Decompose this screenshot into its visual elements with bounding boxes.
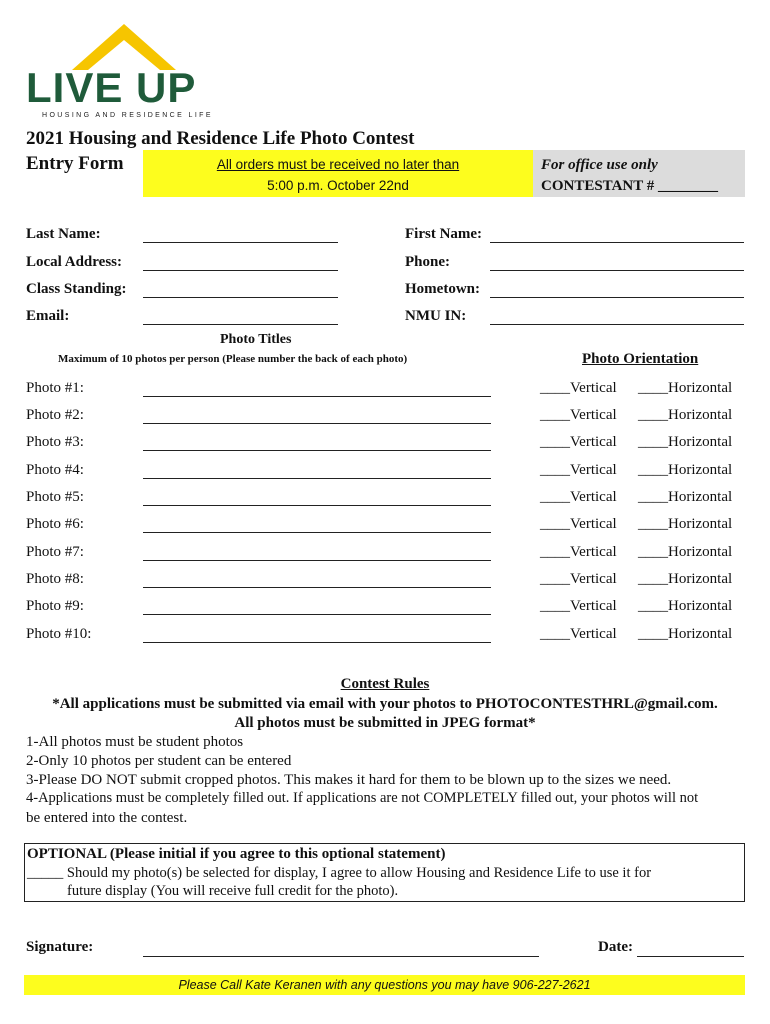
- optional-heading: OPTIONAL (Please initial if you agree to this optional statement): [27, 846, 446, 862]
- photo-6-title-field[interactable]: [143, 532, 491, 533]
- office-use-box: [533, 150, 745, 197]
- nmu-in-label: NMU IN:: [405, 308, 467, 324]
- photo-titles-heading: Photo Titles: [220, 332, 292, 347]
- photo-8-vertical[interactable]: ____Vertical: [540, 571, 617, 587]
- photo-3-title-field[interactable]: [143, 450, 491, 451]
- photo-8-title-field[interactable]: [143, 587, 491, 588]
- photo-1-label: Photo #1:: [26, 380, 84, 396]
- page-title: 2021 Housing and Residence Life Photo Contest: [26, 128, 415, 149]
- rules-format-instruction: All photos must be submitted in JPEG format*: [234, 715, 536, 731]
- photo-6-label: Photo #6:: [26, 516, 84, 532]
- page-subtitle: Entry Form: [26, 153, 124, 174]
- photo-6-horizontal[interactable]: ____Horizontal: [638, 516, 733, 532]
- rule-4: 4-Applications must be completely filled out. If applications are not COMPLETELY filled out, your photos will not: [26, 790, 699, 806]
- photo-5-title-field[interactable]: [143, 505, 491, 506]
- email-label: Email:: [26, 308, 70, 324]
- photo-7-label: Photo #7:: [26, 544, 84, 560]
- rule-3: 3-Please DO NOT submit cropped photos. This makes it hard for them to be blown up to the sizes we need.: [26, 772, 672, 788]
- photo-9-title-field[interactable]: [143, 614, 491, 615]
- photo-1-horizontal[interactable]: ____Horizontal: [638, 380, 733, 396]
- phone-label: Phone:: [405, 254, 450, 270]
- photo-2-title-field[interactable]: [143, 423, 491, 424]
- signature-field[interactable]: [143, 956, 539, 957]
- rule-2: 2-Only 10 photos per student can be entered: [26, 753, 292, 769]
- first-name-label: First Name:: [405, 226, 483, 242]
- photo-9-horizontal[interactable]: ____Horizontal: [638, 598, 733, 614]
- rule-4-continued: be entered into the contest.: [26, 810, 188, 826]
- photo-4-label: Photo #4:: [26, 462, 84, 478]
- photo-10-vertical[interactable]: ____Vertical: [540, 626, 617, 642]
- signature-label: Signature:: [26, 939, 94, 955]
- photo-2-vertical[interactable]: ____Vertical: [540, 407, 617, 423]
- photo-2-label: Photo #2:: [26, 407, 84, 423]
- local-address-label: Local Address:: [26, 254, 122, 270]
- photo-4-vertical[interactable]: ____Vertical: [540, 462, 617, 478]
- class-standing-label: Class Standing:: [26, 281, 127, 297]
- photo-10-title-field[interactable]: [143, 642, 491, 643]
- office-use-label: For office use only: [541, 157, 658, 173]
- photo-5-label: Photo #5:: [26, 489, 84, 505]
- deadline-line-1: All orders must be received no later than: [216, 157, 460, 172]
- photo-4-horizontal[interactable]: ____Horizontal: [638, 462, 733, 478]
- deadline-banner: [143, 150, 533, 197]
- optional-line-1[interactable]: _____ Should my photo(s) be selected for display, I agree to allow Housing and Residence Life to use it for: [27, 865, 652, 881]
- first-name-field[interactable]: [490, 242, 744, 243]
- photo-3-label: Photo #3:: [26, 434, 84, 450]
- brand-tagline: HOUSING AND RESIDENCE LIFE: [42, 112, 213, 119]
- hometown-field[interactable]: [490, 297, 744, 298]
- deadline-line-2: 5:00 p.m. October 22nd: [267, 178, 409, 193]
- max-photos-note: Maximum of 10 photos per person (Please number the back of each photo): [58, 353, 408, 365]
- date-label: Date:: [598, 939, 633, 955]
- last-name-label: Last Name:: [26, 226, 101, 242]
- rule-1: 1-All photos must be student photos: [26, 734, 244, 750]
- photo-9-label: Photo #9:: [26, 598, 84, 614]
- photo-3-vertical[interactable]: ____Vertical: [540, 434, 617, 450]
- optional-line-2: future display (You will receive full credit for the photo).: [67, 883, 399, 899]
- contestant-number: CONTESTANT # ________: [541, 178, 718, 194]
- photo-2-horizontal[interactable]: ____Horizontal: [638, 407, 733, 423]
- photo-4-title-field[interactable]: [143, 478, 491, 479]
- photo-5-vertical[interactable]: ____Vertical: [540, 489, 617, 505]
- optional-statement-box: [24, 843, 745, 902]
- photo-5-horizontal[interactable]: ____Horizontal: [638, 489, 733, 505]
- photo-9-vertical[interactable]: ____Vertical: [540, 598, 617, 614]
- photo-10-horizontal[interactable]: ____Horizontal: [638, 626, 733, 642]
- photo-3-horizontal[interactable]: ____Horizontal: [638, 434, 733, 450]
- contact-text: Please Call Kate Keranen with any questions you may have 906-227-2621: [178, 978, 591, 992]
- class-standing-field[interactable]: [143, 297, 338, 298]
- rules-heading: Contest Rules: [340, 676, 430, 692]
- photo-7-title-field[interactable]: [143, 560, 491, 561]
- phone-field[interactable]: [490, 270, 744, 271]
- photo-1-vertical[interactable]: ____Vertical: [540, 380, 617, 396]
- nmu-in-field[interactable]: [490, 324, 744, 325]
- rules-email-instruction: *All applications must be submitted via email with your photos to PHOTOCONTESTHRL@gmail.com.: [52, 696, 718, 712]
- last-name-field[interactable]: [143, 242, 338, 243]
- photo-7-horizontal[interactable]: ____Horizontal: [638, 544, 733, 560]
- photo-7-vertical[interactable]: ____Vertical: [540, 544, 617, 560]
- photo-10-label: Photo #10:: [26, 626, 92, 642]
- date-field[interactable]: [637, 956, 744, 957]
- photo-8-horizontal[interactable]: ____Horizontal: [638, 571, 733, 587]
- logo: [26, 22, 226, 122]
- brand-name: LIVE UP: [26, 64, 197, 111]
- local-address-field[interactable]: [143, 270, 338, 271]
- contact-banner: [24, 975, 745, 995]
- photo-8-label: Photo #8:: [26, 571, 84, 587]
- email-field[interactable]: [143, 324, 338, 325]
- photo-6-vertical[interactable]: ____Vertical: [540, 516, 617, 532]
- hometown-label: Hometown:: [405, 281, 480, 297]
- photo-orientation-heading: Photo Orientation: [582, 351, 699, 367]
- photo-1-title-field[interactable]: [143, 396, 491, 397]
